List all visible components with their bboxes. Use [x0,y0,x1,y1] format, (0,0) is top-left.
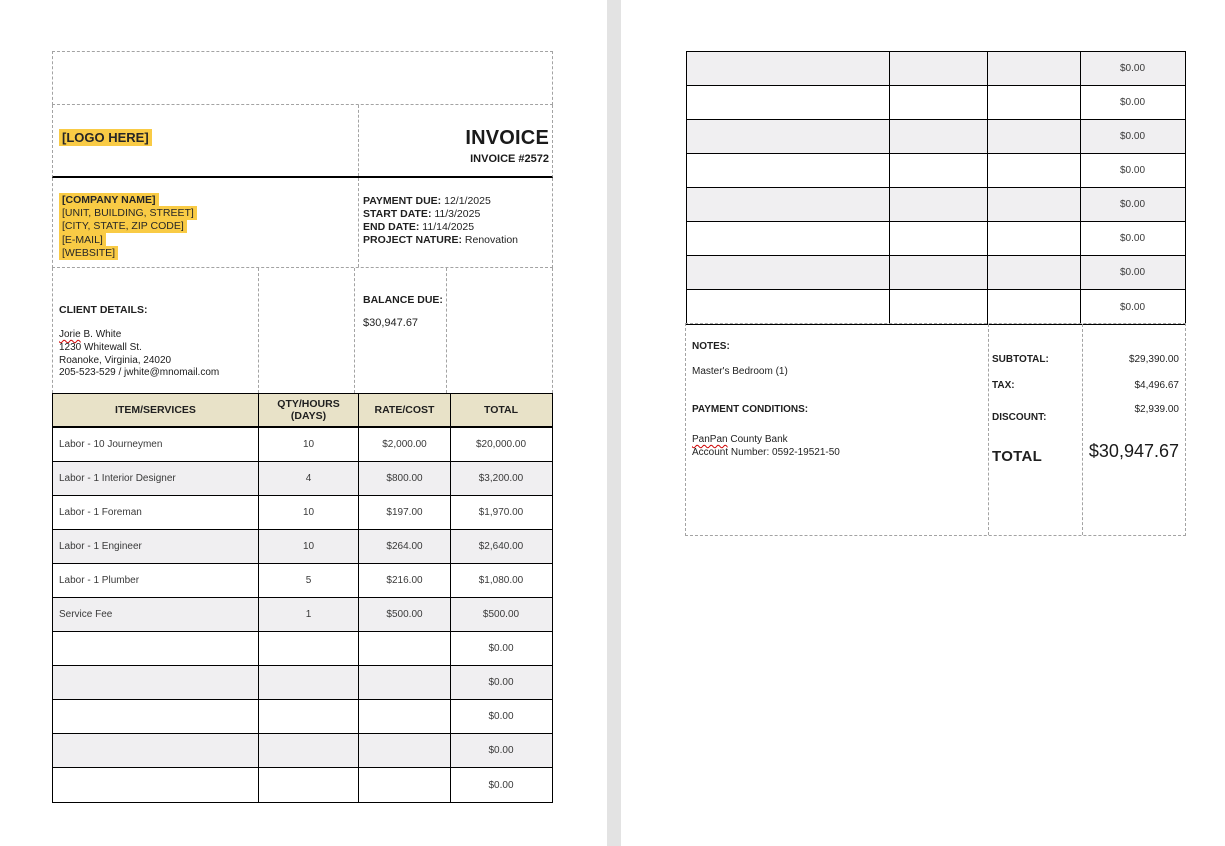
item-row [53,632,552,666]
item-row [687,188,1185,222]
item-cell [259,666,359,699]
item-cell: $2,000.00 [359,428,451,461]
logo-placeholder-text: [LOGO HERE] [59,129,152,146]
item-cell [988,256,1081,289]
client-details-heading: CLIENT DETAILS: [59,304,148,316]
item-cell [988,222,1081,255]
company-email-placeholder: [E-MAIL] [59,233,106,247]
notes-text: Master's Bedroom (1) [692,366,788,377]
item-cell [988,52,1081,85]
item-cell: $264.00 [359,530,451,563]
column-header: QTY/HOURS (DAYS) [259,394,359,426]
balance-due-value: $30,947.67 [363,317,419,329]
invoice-number: INVOICE #2572 [470,153,549,165]
item-cell [259,734,359,767]
balance-due-label: BALANCE DUE: [363,294,443,306]
item-cell [687,290,890,324]
item-row [53,462,552,496]
project-nature-line: PROJECT NATURE: Renovation [363,234,519,246]
item-cell [687,154,890,187]
item-cell: $0.00 [1119,165,1146,176]
item-row [53,530,552,564]
item-cell [359,768,451,802]
column-header: ITEM/SERVICES [53,394,259,426]
item-cell [53,768,259,802]
item-cell: Labor - 1 Engineer [53,530,259,563]
client-name: Jorie B. White [59,329,122,340]
item-cell: $0.00 [1119,97,1146,108]
item-cell [890,256,988,289]
item-cell [988,188,1081,221]
item-cell [359,632,451,665]
items-table-body [53,428,552,802]
item-cell: $0.00 [1119,63,1146,74]
item-cell [687,222,890,255]
item-cell: $500.00 [482,609,520,620]
item-cell [988,86,1081,119]
item-cell [687,120,890,153]
tax-label: TAX: [992,380,1015,391]
item-cell: 10 [259,428,359,461]
item-cell: Labor - 1 Interior Designer [53,462,259,495]
item-cell [359,700,451,733]
item-cell: $2,640.00 [478,541,524,552]
item-cell [359,666,451,699]
subtotal-value: $29,390.00 [1128,354,1179,365]
item-cell: $0.00 [1119,301,1146,313]
item-cell: $0.00 [1119,199,1146,210]
item-row [53,496,552,530]
gridline [446,268,447,393]
item-cell [53,734,259,767]
total-label: TOTAL [992,448,1043,465]
item-cell [988,154,1081,187]
invoice-title: INVOICE [465,127,549,149]
client-balance-row [52,268,553,393]
gridline [358,105,359,176]
item-row [687,120,1185,154]
company-project-row [52,178,553,268]
item-cell [890,86,988,119]
notes-heading: NOTES: [692,341,730,352]
items-table-header [53,394,552,428]
item-row [53,700,552,734]
project-details [363,195,518,247]
gridline [358,178,359,267]
company-street-placeholder: [UNIT, BUILDING, STREET] [59,206,197,220]
notes-totals-section [685,323,1186,536]
item-cell [53,666,259,699]
item-cell [259,700,359,733]
item-cell: $216.00 [359,564,451,597]
empty-header-cell [52,51,553,105]
item-cell [890,188,988,221]
discount-label: DISCOUNT: [992,412,1047,423]
item-cell: Labor - 1 Plumber [53,564,259,597]
item-cell: $0.00 [488,779,514,791]
column-header: TOTAL [483,404,519,416]
item-cell: Labor - 1 Foreman [53,496,259,529]
company-city-placeholder: [CITY, STATE, ZIP CODE] [59,219,187,233]
item-cell: $1,970.00 [478,507,524,518]
item-row [53,428,552,462]
invoice-title-block [465,127,549,165]
item-cell: 1 [259,598,359,631]
bank-name: PanPan County Bank [692,434,788,445]
item-cell: $0.00 [488,643,514,654]
item-cell [890,52,988,85]
item-cell: $0.00 [1119,267,1146,278]
client-details [59,304,219,380]
client-street: 1230 Whitewall St. [59,341,142,353]
item-cell: $0.00 [488,711,514,722]
balance-due-block [363,294,443,329]
item-cell [687,52,890,85]
end-date-line: END DATE: 11/14/2025 [363,221,475,233]
item-cell [259,632,359,665]
gridline [988,324,989,535]
account-number: Account Number: 0592-19521-50 [692,447,840,458]
item-cell: 10 [259,530,359,563]
tax-value: $4,496.67 [1134,380,1179,391]
item-cell: Service Fee [53,598,259,631]
company-details [59,194,197,260]
item-row [687,222,1185,256]
item-cell [890,222,988,255]
item-cell [53,700,259,733]
items-table-continued [686,51,1186,325]
item-row [687,86,1185,120]
gridline [354,268,355,393]
discount-value: $2,939.00 [1134,404,1179,415]
item-cell: 4 [259,462,359,495]
item-cell: $500.00 [359,598,451,631]
item-cell: $0.00 [488,677,514,688]
subtotal-label: SUBTOTAL: [992,354,1049,365]
item-row [687,154,1185,188]
gridline [1082,324,1083,535]
item-row [53,564,552,598]
item-row [687,52,1185,86]
item-cell: $0.00 [1119,233,1146,244]
item-cell [259,768,359,802]
client-info [59,329,219,380]
payment-due-line: PAYMENT DUE: 12/1/2025 [363,195,491,207]
item-cell: $0.00 [1119,131,1146,142]
company-name-placeholder: [COMPANY NAME] [59,193,159,207]
company-website-placeholder: [WEBSITE] [59,246,118,260]
gridline [258,268,259,393]
item-cell: $20,000.00 [475,439,527,450]
item-row [687,290,1185,324]
item-cell: $3,200.00 [478,473,524,484]
item-cell: $1,080.00 [478,575,524,586]
item-cell: 10 [259,496,359,529]
item-cell: 5 [259,564,359,597]
item-cell [890,120,988,153]
item-cell [687,188,890,221]
payment-conditions-heading: PAYMENT CONDITIONS: [692,404,809,415]
items-table [52,393,553,803]
item-cell: Labor - 10 Journeymen [53,428,259,461]
item-row [53,734,552,768]
logo-placeholder [59,130,152,145]
item-cell [988,290,1081,324]
item-cell: $197.00 [359,496,451,529]
total-value: $30,947.67 [1088,441,1179,461]
start-date-line: START DATE: 11/3/2025 [363,208,481,220]
client-contact: 205-523-529 / jwhite@mnomail.com [59,367,220,379]
items-table-continued-body [687,52,1185,324]
item-cell [687,256,890,289]
item-cell [890,290,988,324]
item-row [53,666,552,700]
item-cell [53,632,259,665]
item-cell [890,154,988,187]
client-city: Roanoke, Virginia, 24020 [59,354,172,366]
item-cell [988,120,1081,153]
item-row [53,598,552,632]
item-row [687,256,1185,290]
item-cell: $800.00 [359,462,451,495]
column-header: RATE/COST [359,394,451,426]
title-row [52,105,553,178]
item-cell [359,734,451,767]
page-gap [607,0,621,846]
item-row [53,768,552,802]
item-cell: $0.00 [488,745,514,756]
item-cell [687,86,890,119]
